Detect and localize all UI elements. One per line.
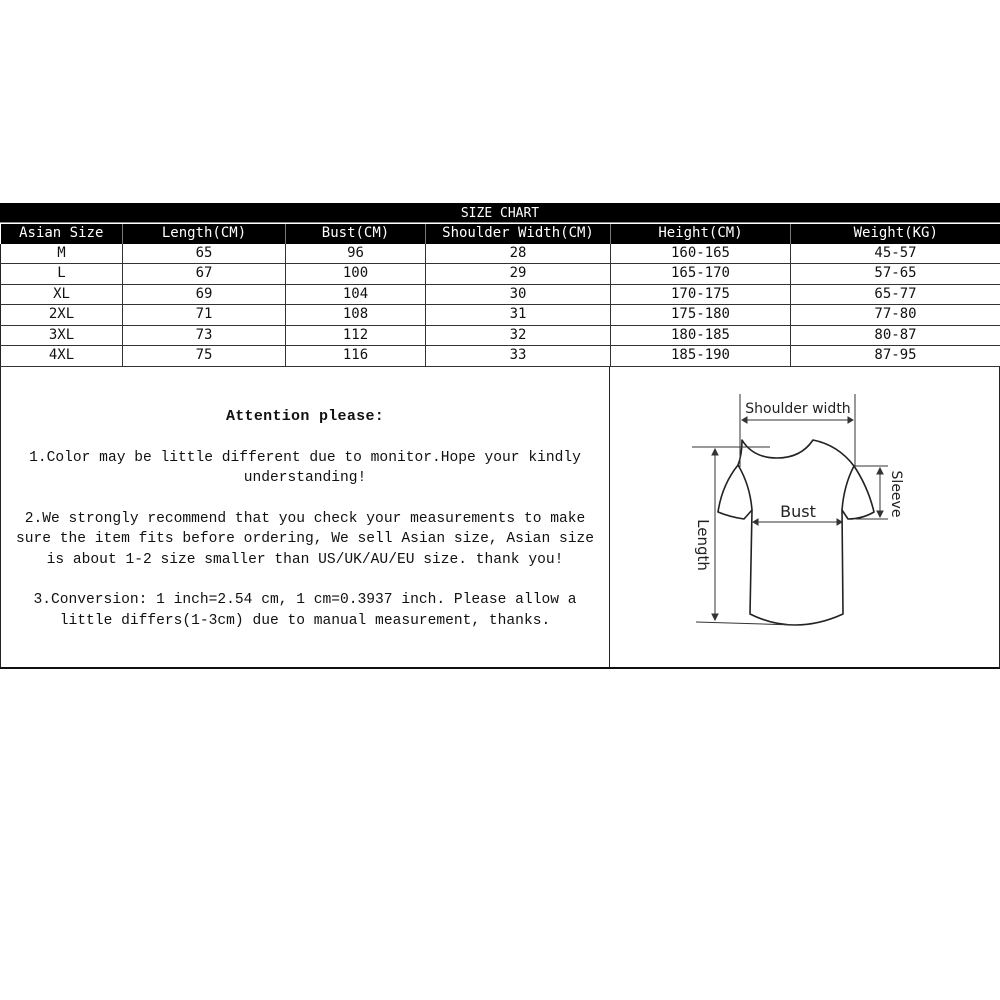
cell-size: M	[1, 244, 123, 264]
cell-weight: 80-87	[791, 325, 1000, 346]
tshirt-measurement-icon	[610, 367, 1000, 667]
cell-height: 175-180	[611, 305, 791, 326]
size-chart-title: SIZE CHART	[0, 203, 1000, 223]
column-header-bust: Bust(CM)	[286, 224, 426, 244]
cell-height: 185-190	[611, 346, 791, 367]
cell-length: 73	[123, 325, 286, 346]
cell-shoulder: 30	[426, 284, 611, 305]
column-header-asian-size: Asian Size	[1, 224, 123, 244]
cell-height: 165-170	[611, 264, 791, 285]
cell-length: 75	[123, 346, 286, 367]
cell-bust: 104	[286, 284, 426, 305]
cell-length: 71	[123, 305, 286, 326]
table-row	[1, 346, 1000, 367]
cell-weight: 77-80	[791, 305, 1000, 326]
cell-bust: 100	[286, 264, 426, 285]
cell-shoulder: 32	[426, 325, 611, 346]
note-item-conversion: 3.Conversion: 1 inch=2.54 cm, 1 cm=0.3937 inch. Please allow a little differs(1-3cm) due to manual measurement, thanks.	[33, 592, 577, 629]
cell-weight: 87-95	[791, 346, 1000, 367]
column-header-height: Height(CM)	[611, 224, 791, 244]
cell-bust: 96	[286, 244, 426, 264]
table-row	[1, 284, 1000, 305]
cell-height: 170-175	[611, 284, 791, 305]
cell-bust: 108	[286, 305, 426, 326]
label-bust: Bust	[780, 502, 816, 521]
cell-length: 67	[123, 264, 286, 285]
note-item-color: 1.Color may be little different due to monitor.Hope your kindly understanding!	[29, 449, 581, 486]
cell-bust: 116	[286, 346, 426, 367]
attention-heading: Attention please:	[225, 408, 385, 425]
column-header-weight: Weight(KG)	[791, 224, 1000, 244]
table-row	[1, 264, 1000, 285]
cell-weight: 65-77	[791, 284, 1000, 305]
table-header-row	[1, 224, 1000, 244]
label-length: Length	[694, 519, 712, 571]
size-chart-sheet	[0, 203, 1000, 669]
cell-length: 69	[123, 284, 286, 305]
size-chart-table	[0, 224, 1000, 367]
cell-height: 160-165	[611, 244, 791, 264]
column-header-length: Length(CM)	[123, 224, 286, 244]
cell-height: 180-185	[611, 325, 791, 346]
cell-size: 2XL	[1, 305, 123, 326]
column-header-shoulder-width: Shoulder Width(CM)	[426, 224, 611, 244]
cell-bust: 112	[286, 325, 426, 346]
label-shoulder-width: Shoulder width	[745, 401, 851, 417]
cell-shoulder: 33	[426, 346, 611, 367]
cell-size: XL	[1, 284, 123, 305]
table-row	[1, 244, 1000, 264]
label-sleeve: Sleeve	[888, 470, 904, 518]
table-row	[1, 305, 1000, 326]
note-item-measurements: 2.We strongly recommend that you check your measurements to make sure the item fits before ordering, We sell Asian size, Asian size is about 1-2 size smaller than US/UK/AU/EU size. thank you!	[15, 510, 594, 568]
cell-weight: 57-65	[791, 264, 1000, 285]
cell-shoulder: 31	[426, 305, 611, 326]
cell-shoulder: 28	[426, 244, 611, 264]
cell-size: 3XL	[1, 325, 123, 346]
table-row	[1, 325, 1000, 346]
cell-weight: 45-57	[791, 244, 1000, 264]
cell-length: 65	[123, 244, 286, 264]
cell-shoulder: 29	[426, 264, 611, 285]
info-section	[0, 367, 1000, 669]
attention-notes	[1, 367, 610, 667]
cell-size: 4XL	[1, 346, 123, 367]
tshirt-diagram	[610, 367, 1000, 667]
cell-size: L	[1, 264, 123, 285]
